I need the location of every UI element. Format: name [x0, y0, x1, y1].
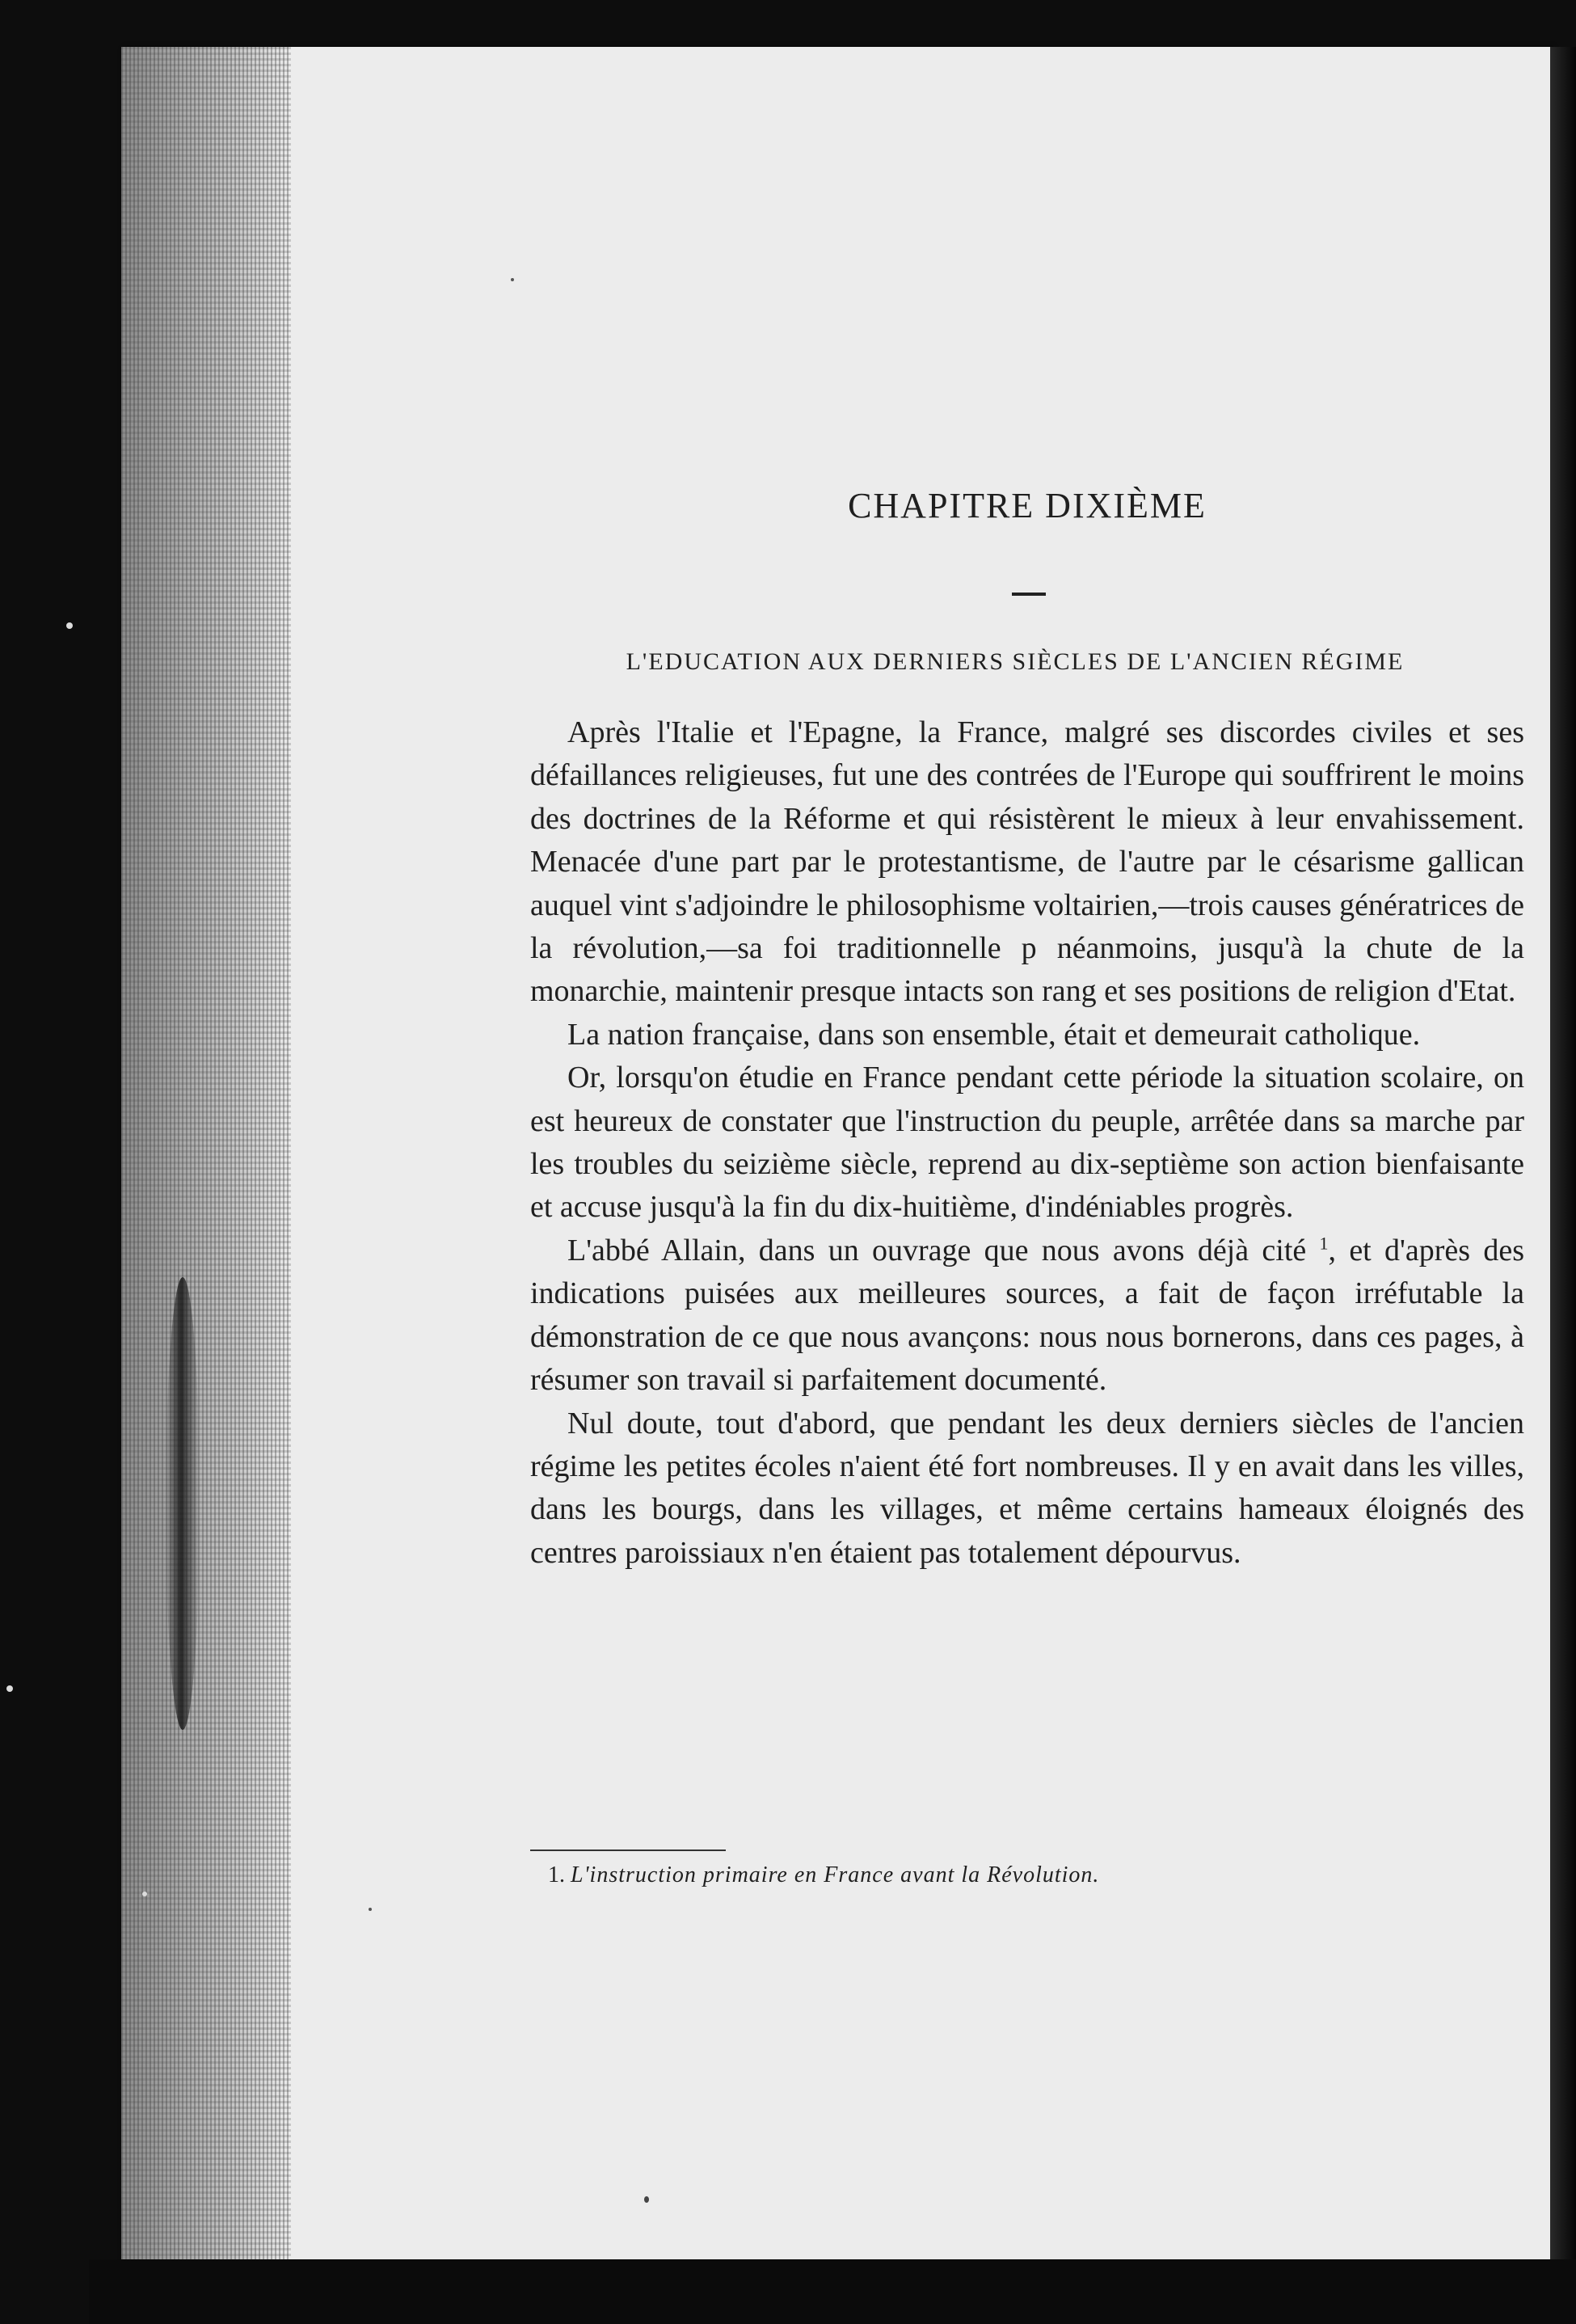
dust-speck — [369, 1908, 372, 1911]
dust-speck — [66, 622, 73, 629]
footnote-text: L'instruction primaire en France avant la Révolution. — [571, 1862, 1100, 1887]
dust-speck — [644, 2196, 649, 2203]
footnote — [548, 1862, 1518, 1888]
paragraph-text: , et d'après des indications puisées aux meilleures sources, a fait de façon irréfutable la démonstration de ce que nous avançons: nous nous bornerons, dans ces pages, à résumer son travail si parfaitement documenté. — [530, 1233, 1524, 1398]
paragraph: La nation française, dans son ensemble, était et demeurait catholique. — [567, 1017, 1421, 1052]
page-bottom-edge — [89, 2259, 1576, 2324]
footnote-number: 1. — [548, 1862, 565, 1887]
paragraph — [530, 1229, 1524, 1402]
title-dash — [1012, 593, 1046, 596]
book-binding-edge — [121, 47, 291, 2262]
chapter-title: CHAPITRE DIXIÈME — [848, 486, 1207, 525]
body-text — [530, 711, 1524, 1575]
paragraph: Après l'Italie et l'Epagne, la France, malgré ses discordes civiles et ses défaillances religieuses, fut une des contrées de l'Europe qui souffrirent le moins des doctrines de la Réforme et qui résistèrent le mieux à leur envahissement. Menacée d'une part par le protestantisme, de l'autre par le césarisme gallican auquel vint s'adjoindre le philosophisme voltairien,—trois causes génératrices de la révolution,—sa foi traditionnelle p néanmoins, jusqu'à la chute de la monarchie, maintenir presque intacts son rang et ses positions de religion d'Etat. — [530, 715, 1524, 1009]
dust-speck — [511, 278, 514, 281]
page-right-edge — [1550, 47, 1576, 2266]
dust-speck — [142, 1892, 147, 1896]
paragraph: Nul doute, tout d'abord, que pendant les deux derniers siècles de l'ancien régime les petites écoles n'aient été fort nombreuses. Il y en avait dans les villes, dans les bourgs, dans les villages, et même certains hameaux éloignés des centres paroissiaux n'en étaient pas totalement dépourvus. — [530, 1406, 1524, 1570]
paragraph-text: L'abbé Allain, dans un ouvrage que nous avons déjà cité — [567, 1233, 1320, 1267]
footnote-rule — [530, 1849, 726, 1851]
footnote-reference: 1 — [1319, 1233, 1329, 1254]
paragraph: Or, lorsqu'on étudie en France pendant cette période la situation scolaire, on est heureux de constater que l'instruction du peuple, arrêtée dans sa marche par les troubles du seizième siècle, reprend au dix-septième son action bienfaisante et accuse jusqu'à la fin du dix-huitième, d'indéniables progrès. — [530, 1061, 1524, 1225]
binding-shadow — [166, 1277, 200, 1730]
dust-speck — [6, 1685, 13, 1692]
chapter-subtitle: L'EDUCATION AUX DERNIERS SIÈCLES DE L'ANCIEN RÉGIME — [626, 648, 1405, 675]
